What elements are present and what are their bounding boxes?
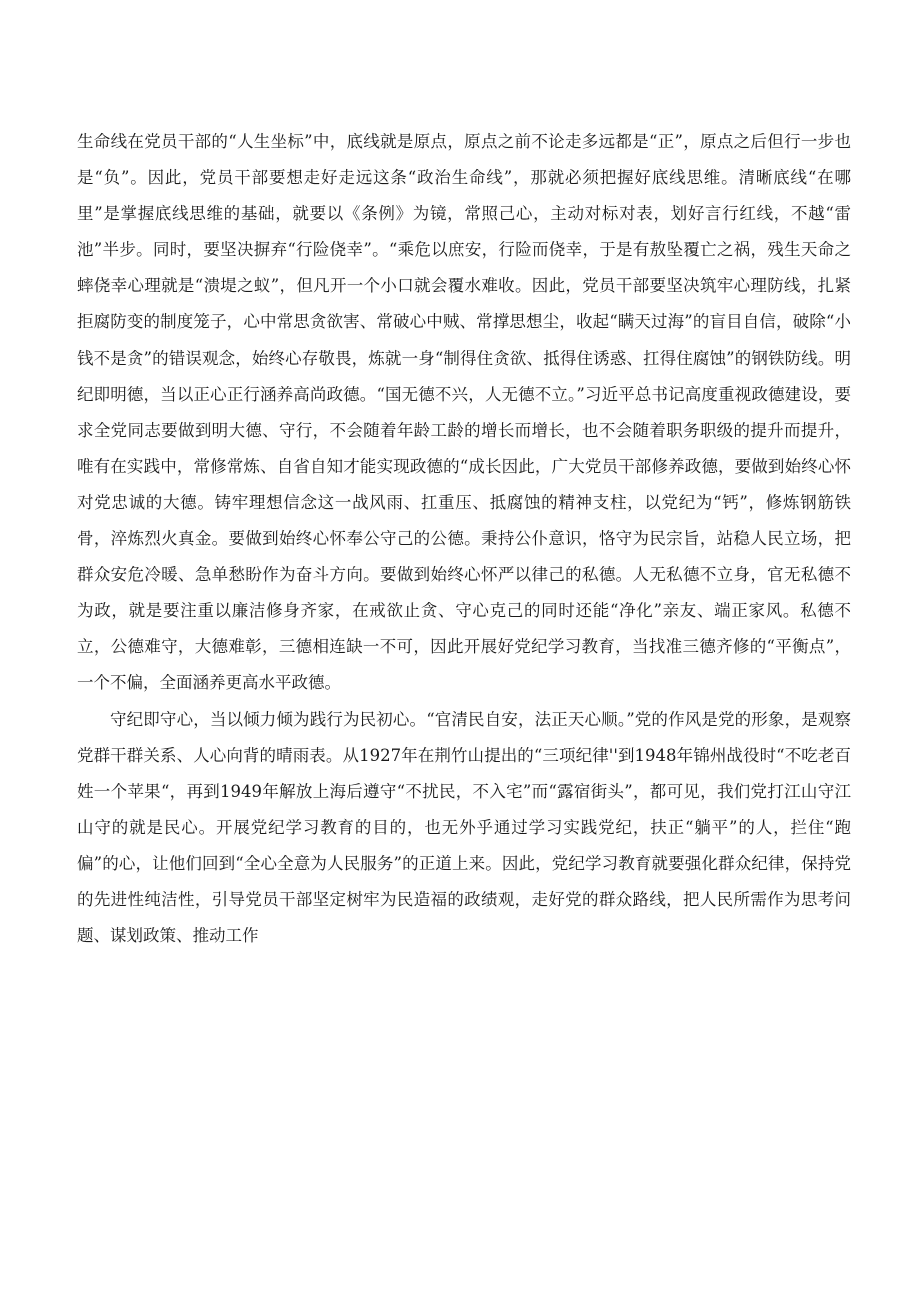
body-text [77,124,851,954]
paragraph: 守纪即守心，当以倾力倾为践行为民初心。“官清民自安，法正天心顺。”党的作风是党的形象，是观察党群干群关系、人心向背的晴雨表。从1927年在荆竹山提出的“三项纪律''到1948年锦州战役时“不吃老百姓一个苹果“，再到1949年解放上海后遵守“不扰民，不入宅”而“露宿街头”，都可见，我们党打江山守江山守的就是民心。开展党纪学习教育的目的，也无外乎通过学习实践党纪，扶正“躺平”的人，拦住“跑偏”的心，让他们回到“全心全意为人民服务”的正道上来。因此，党纪学习教育就要强化群众纪律，保持党的先进性纯洁性，引导党员干部坚定树牢为民造福的政绩观，走好党的群众路线，把人民所需作为思考问题、谋划政策、推动工作 [77,709,851,946]
paragraph: 生命线在党员干部的“人生坐标”中，底线就是原点，原点之前不论走多远都是“正”，原点之后但行一步也是“负”。因此，党员干部要想走好走远这条“政治生命线”，那就必须把握好底线思维。清晰底线“在哪里”是掌握底线思维的基础，就要以《条例》为镜，常照己心，主动对标对表，划好言行红线，不越“雷池”半步。同时，要坚决摒弃“行险侥幸”。“乘危以庶安，行险而侥幸，于是有敖坠覆亡之祸，残生天命之蟀侥幸心理就是“溃堤之蚁”，但凡开一个小口就会覆水难收。因此，党员干部要坚决筑牢心理防线，扎紧拒腐防变的制度笼子，心中常思贪欲害、常破心中贼、常撑思想尘，收起“瞒天过海”的盲目自信，破除“小钱不是贪”的错误观念，始终心存敬畏，炼就一身“制得住贪欲、抵得住诱惑、扛得住腐蚀”的钢铁防线。明纪即明德，当以正心正行涵养高尚政德。“国无德不兴，人无德不立。”习近平总书记高度重视政德建设，要求全党同志要做到明大德、守行，不会随着年龄工龄的增长而增长，也不会随着职务职级的提升而提升，唯有在实践中，常修常炼、自省自知才能实现政德的“成长因此，广大党员干部修养政德，要做到始终心怀对党忠诚的大德。铸牢理想信念这一战风雨、扛重压、抵腐蚀的精神支柱，以党纪为“钙”，修炼钢筋铁骨，淬炼烈火真金。要做到始终心怀奉公守己的公德。秉持公仆意识，恪守为民宗旨，站稳人民立场，把群众安危冷暖、急单愁盼作为奋斗方向。要做到始终心怀严以律己的私德。人无私德不立身，官无私德不为政，就是要注重以廉洁修身齐家，在戒欲止贪、守心克己的同时还能“净化”亲友、端正家风。私德不立，公德难守，大德难彰，三德相连缺一不可，因此开展好党纪学习教育，当找准三德齐修的“平衡点”，一个不偏，全面涵养更高水平政德。 [77,132,851,693]
